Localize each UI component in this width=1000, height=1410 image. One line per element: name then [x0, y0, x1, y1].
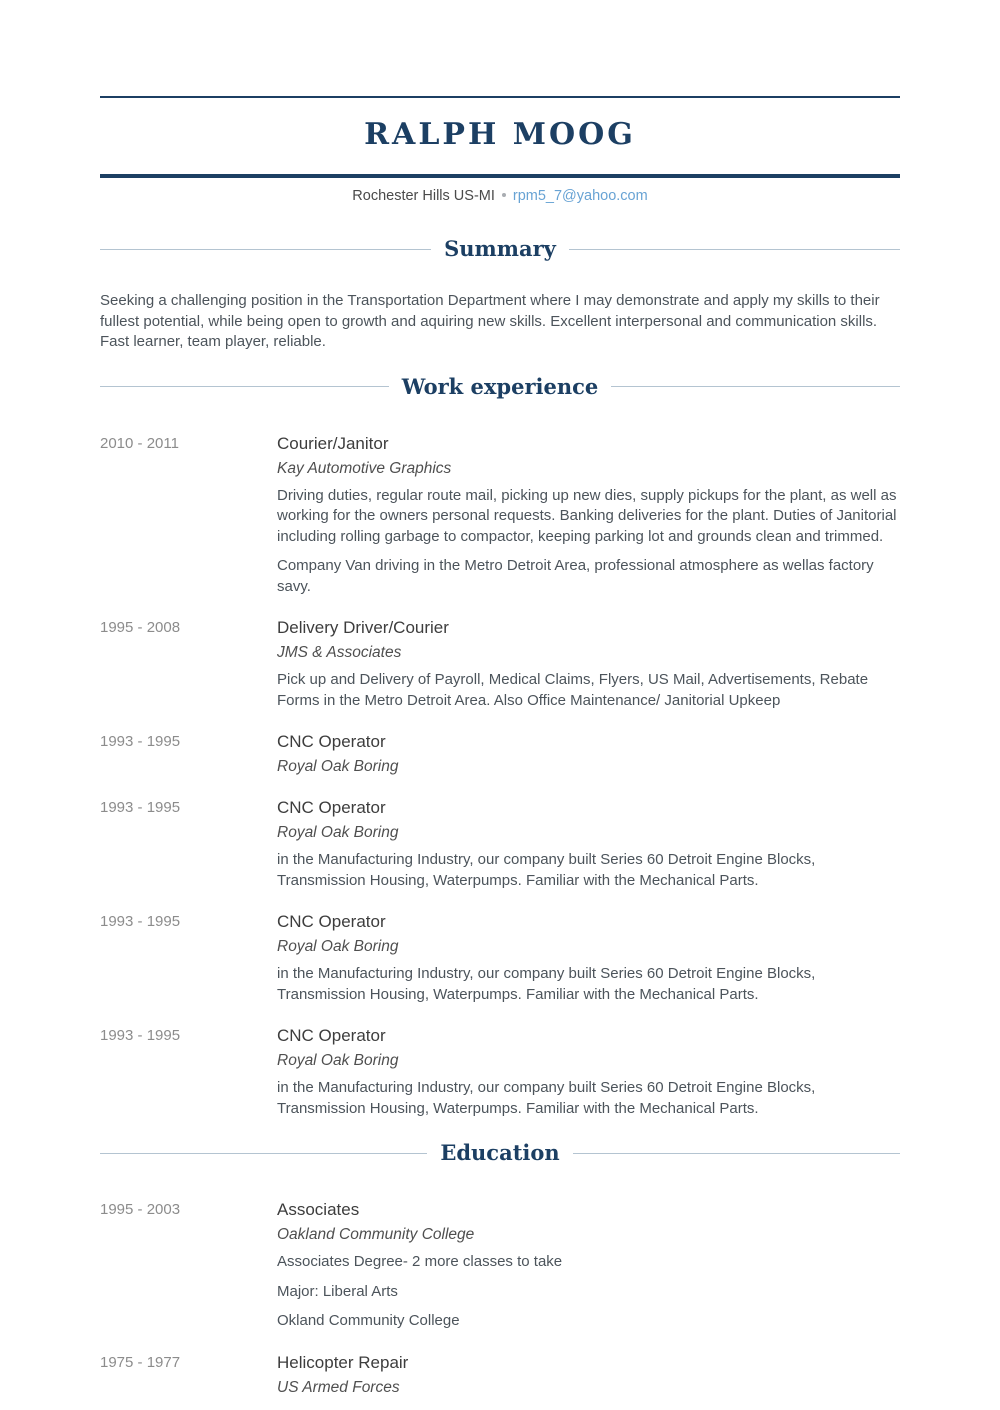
resume-entry	[100, 911, 900, 1005]
entry-body	[277, 731, 900, 777]
contact-line	[100, 187, 900, 205]
resume-entry	[100, 1025, 900, 1119]
entry-description	[277, 964, 900, 1005]
entry-paragraph: Company Van driving in the Metro Detroit Area, professional atmosphere as wellas factory savy.	[277, 557, 874, 595]
entry-dates: 1993 - 1995	[100, 1027, 181, 1044]
entry-role: Delivery Driver/Courier	[277, 618, 449, 637]
entry-dates: 1995 - 2008	[100, 619, 181, 636]
summary-section	[100, 235, 900, 353]
top-rule-divider	[100, 96, 900, 98]
entry-description	[277, 1078, 900, 1119]
entry-body	[277, 433, 900, 598]
education-section-header	[100, 1139, 900, 1167]
header-thick-divider	[100, 174, 900, 178]
resume-entry	[100, 1199, 900, 1332]
entry-description	[277, 670, 900, 711]
entry-body	[277, 1352, 900, 1398]
entry-dates: 2010 - 2011	[100, 434, 179, 452]
resume-entry	[100, 797, 900, 891]
email-link[interactable]: rpm5_7@yahoo.com	[512, 188, 648, 204]
work-entries-list	[100, 433, 900, 1120]
entry-company: Oakland Community College	[277, 1226, 475, 1243]
entry-paragraph: Associates Degree- 2 more classes to take	[277, 1253, 563, 1270]
entry-company: Royal Oak Boring	[277, 938, 399, 955]
work-experience-section	[100, 373, 900, 1120]
education-section-title: Education	[440, 1140, 560, 1165]
entry-paragraph: Okland Community College	[277, 1312, 460, 1329]
entry-paragraph: Pick up and Delivery of Payroll, Medical Claims, Flyers, US Mail, Advertisements, Rebate Forms in the Metro Detroit Area. Also Office Maintenance/ Janitorial Upkeep	[277, 671, 869, 709]
header-rule-right	[569, 249, 900, 250]
header-rule-right	[573, 1153, 900, 1154]
entry-role: CNC Operator	[277, 732, 386, 751]
entry-company: US Armed Forces	[277, 1378, 400, 1396]
entry-dates: 1993 - 1995	[100, 799, 181, 816]
entry-body	[277, 1025, 900, 1119]
entry-company: Kay Automotive Graphics	[277, 459, 452, 477]
entry-role: CNC Operator	[277, 1026, 386, 1045]
entry-role: Courier/Janitor	[277, 433, 389, 453]
entry-paragraph: in the Manufacturing Industry, our company built Series 60 Detroit Engine Blocks, Transmission Housing, Waterpumps. Familiar with the Mechanical Parts.	[277, 1079, 816, 1117]
entry-dates: 1995 - 2003	[100, 1201, 181, 1218]
summary-section-header	[100, 235, 900, 263]
header-rule-left	[100, 1153, 427, 1154]
entry-company: JMS & Associates	[277, 644, 402, 661]
header-rule-right	[611, 386, 900, 387]
entry-paragraph: Driving duties, regular route mail, picking up new dies, supply pickups for the plant, as well as working for the owners personal requests. Banking deliveries for the plant. Duties of Janitorial including rolling garbage to compactor, keeping parking lot and grounds clean and trimmed.	[277, 486, 897, 545]
resume-entry	[100, 617, 900, 711]
entry-role: Associates	[277, 1200, 360, 1219]
entry-body	[277, 797, 900, 891]
entry-description	[277, 850, 900, 891]
entry-body	[277, 617, 900, 711]
education-entries-list	[100, 1199, 900, 1398]
entry-company: Royal Oak Boring	[277, 824, 399, 841]
entry-description	[277, 1252, 900, 1332]
header-rule-left	[100, 249, 431, 250]
summary-section-title: Summary	[444, 236, 556, 261]
work-section-title: Work experience	[401, 373, 599, 399]
entry-role: CNC Operator	[277, 798, 386, 817]
resume-entry	[100, 433, 900, 598]
header-rule-left	[100, 386, 389, 387]
entry-description	[277, 486, 900, 598]
separator-dot-icon	[502, 193, 506, 197]
entry-paragraph: Major: Liberal Arts	[277, 1282, 398, 1300]
entry-body	[277, 1199, 900, 1332]
entry-company: Royal Oak Boring	[277, 758, 399, 775]
entry-paragraph: in the Manufacturing Industry, our company built Series 60 Detroit Engine Blocks, Transmission Housing, Waterpumps. Familiar with the Mechanical Parts.	[277, 965, 816, 1003]
entry-dates: 1975 - 1977	[100, 1353, 181, 1371]
entry-company: Royal Oak Boring	[277, 1052, 399, 1069]
resume-header	[100, 96, 900, 205]
entry-body	[277, 911, 900, 1005]
work-section-header	[100, 373, 900, 401]
education-section	[100, 1139, 900, 1398]
resume-entry	[100, 731, 900, 777]
entry-dates: 1993 - 1995	[100, 913, 181, 930]
entry-role: CNC Operator	[277, 912, 386, 931]
location-text: Rochester Hills US-MI	[352, 188, 495, 204]
entry-dates: 1993 - 1995	[100, 733, 181, 750]
summary-text: Seeking a challenging position in the Transportation Department where I may demonstrate and apply my skills to their fullest potential, while being open to growth and aquiring new skills. Excellent interpersonal and communication skills. Fast learner, team player, reliable.	[100, 292, 880, 350]
resume-entry	[100, 1352, 900, 1398]
page-title: RALPH MOOG	[364, 117, 636, 152]
entry-role: Helicopter Repair	[277, 1352, 409, 1372]
entry-paragraph: in the Manufacturing Industry, our company built Series 60 Detroit Engine Blocks, Transmission Housing, Waterpumps. Familiar with the Mechanical Parts.	[277, 851, 816, 889]
